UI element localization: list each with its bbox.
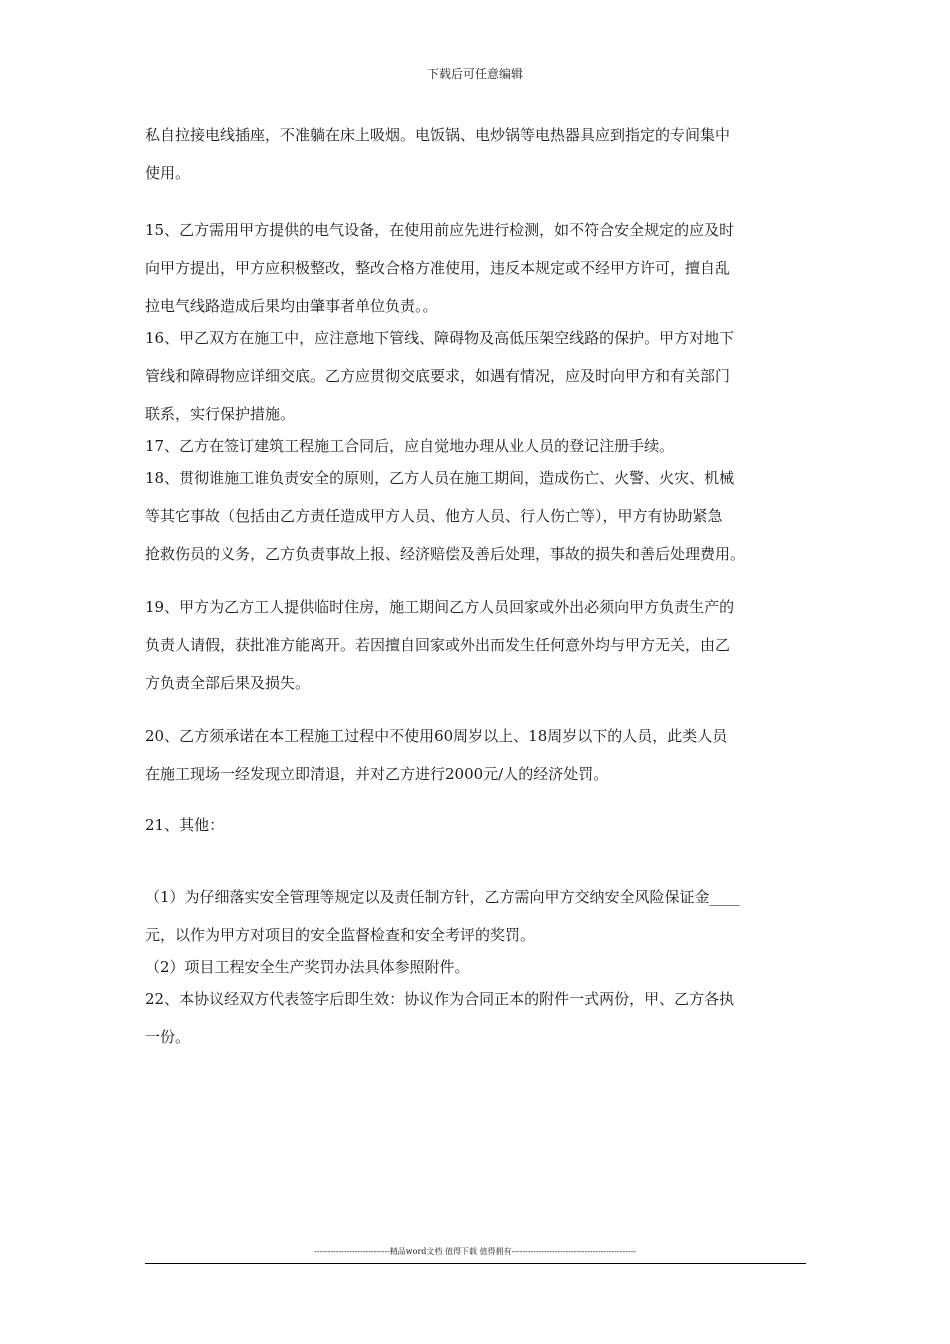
text-line: 19、甲方为乙方工人提供临时住房，施工期间乙方人员回家或外出必须向甲方负责生产的: [145, 598, 735, 616]
text-line: 20、乙方须承诺在本工程施工过程中不使用60周岁以上、18周岁以下的人员，此类人员: [145, 727, 728, 745]
text-line: 拉电气线路造成后果均由肇事者单位负责。。: [145, 297, 438, 315]
text-line: 等其它事故（包括由乙方责任造成甲方人员、他方人员、行人伤亡等），甲方有协助紧急: [145, 507, 723, 525]
text-line: 方负责全部后果及损失。: [145, 674, 311, 692]
footer-rule: [145, 1263, 806, 1264]
page-footer: ----------------------------精品word文档 值得下载 值得拥有----------------------------------------------: [314, 1247, 636, 1256]
text-line: 一份。: [145, 1028, 191, 1046]
text-line: 向甲方提出，甲方应积极整改，整改合格方准使用，违反本规定或不经甲方许可，擅自乱: [145, 259, 731, 277]
text-line: （1）为仔细落实安全管理等规定以及责任制方针，乙方需向甲方交纳安全风险保证金____: [145, 888, 740, 906]
text-line: 私自拉接电线插座，不准躺在床上吸烟。电饭锅、电炒锅等电热器具应到指定的专间集中: [145, 126, 731, 144]
text-line: 元，以作为甲方对项目的安全监督检查和安全考评的奖罚。: [145, 926, 536, 944]
text-line: 22、本协议经双方代表签字后即生效：协议作为合同正本的附件一式两份，甲、乙方各执: [145, 990, 735, 1008]
page-header: 下载后可任意编辑: [426, 67, 523, 81]
text-line: 16、甲乙双方在施工中，应注意地下管线、障碍物及高低压架空线路的保护。甲方对地下: [145, 329, 735, 347]
text-line: 在施工现场一经发现立即清退，并对乙方进行2000元/人的经济处罚。: [145, 765, 609, 783]
text-line: 18、贯彻谁施工谁负责安全的原则，乙方人员在施工期间，造成伤亡、火警、火灾、机械: [145, 469, 735, 487]
text-line: 21、其他：: [145, 816, 225, 834]
text-line: （2）项目工程安全生产奖罚办法具体参照附件。: [145, 958, 470, 976]
text-line: 15、乙方需用甲方提供的电气设备，在使用前应先进行检测，如不符合安全规定的应及时: [145, 221, 735, 239]
text-line: 抢救伤员的义务，乙方负责事故上报、经济赔偿及善后处理，事故的损失和善后处理费用。: [145, 545, 746, 563]
document-body: [145, 126, 810, 1047]
text-line: 负责人请假，获批准方能离开。若因擅自回家或外出而发生任何意外均与甲方无关，由乙: [145, 636, 731, 654]
text-line: 使用。: [145, 164, 191, 182]
text-line: 17、乙方在签订建筑工程施工合同后，应自觉地办理从业人员的登记注册手续。: [145, 437, 675, 455]
text-line: 管线和障碍物应详细交底。乙方应贯彻交底要求，如遇有情况，应及时向甲方和有关部门: [145, 367, 731, 385]
text-line: 联系，实行保护措施。: [145, 405, 296, 423]
